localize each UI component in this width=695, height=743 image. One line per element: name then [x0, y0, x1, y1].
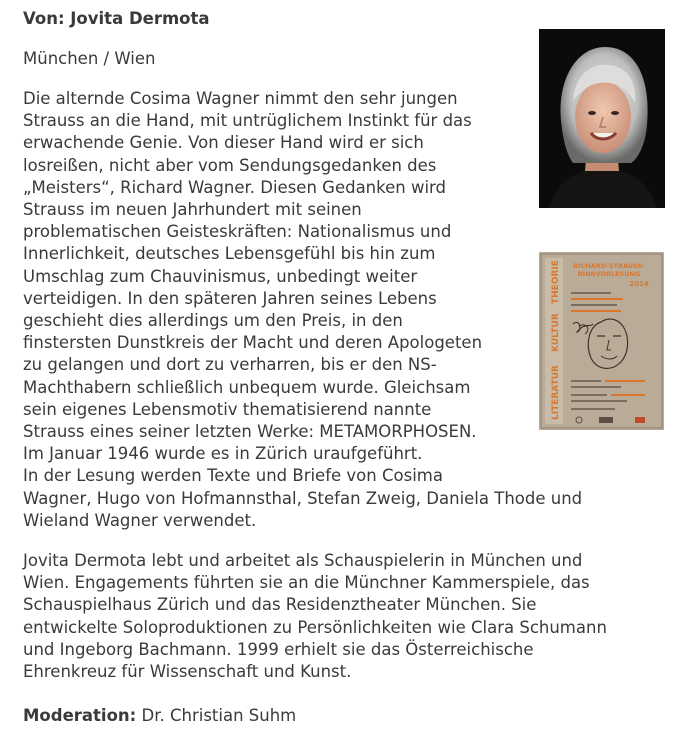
- text-line: sein eigenes Lebensmotiv thematisierend nannte: [23, 399, 432, 419]
- poster-year: 2014: [629, 280, 649, 288]
- poster-side-text-bottom: LITERATUR: [551, 365, 561, 420]
- text-line: In der Lesung werden Texte und Briefe von Cosima: [23, 466, 443, 486]
- text-line: Wieland Wagner verwendet.: [23, 510, 257, 530]
- text-line: Ehrenkreuz für Wissenschaft und Kunst.: [23, 662, 352, 682]
- moderation-label: Moderation:: [23, 706, 137, 725]
- city-label: München / Wien: [23, 49, 156, 68]
- biography-paragraph: [23, 550, 683, 683]
- text-line: Jovita Dermota lebt und arbeitet als Schauspielerin in München und: [23, 551, 583, 570]
- text-line: und Ingeborg Bachmann. 1999 erhielt sie das Österreichische: [23, 639, 534, 659]
- text-line: geschieht dies allerdings um den Preis, in den: [23, 311, 403, 331]
- text-line: losreißen, nicht aber vom Sendungsgedanken des: [23, 155, 437, 175]
- text-line: zu gelangen und dort zu verharren, bis er den NS-: [23, 355, 437, 375]
- text-line: Schauspielhaus Zürich und das Residenztheater München. Sie: [23, 595, 537, 615]
- author-portrait-image: [539, 29, 665, 208]
- moderator-name: Dr. Christian Suhm: [141, 706, 297, 725]
- poster-side-text-mid: KULTUR: [551, 313, 561, 352]
- text-line: Strauss im neuen Jahrhundert mit seinen: [23, 200, 362, 220]
- text-line: Strauss eines seiner letzten Werke: METAMORPHOSEN.: [23, 422, 477, 442]
- poster-illustration: [539, 252, 664, 430]
- poster-title-line1: RICHARD-STRAUSS-: [573, 262, 645, 270]
- text-line: Im Januar 1946 wurde es in Zürich uraufgeführt.: [23, 444, 423, 464]
- portrait-illustration: [539, 29, 665, 208]
- text-line: Wagner, Hugo von Hofmannsthal, Stefan Zweig, Daniela Thode und: [23, 488, 583, 508]
- text-line: Umschlag zum Chauvinismus, unbedingt weiter: [23, 266, 418, 286]
- text-line: Wien. Engagements führten sie an die Münchner Kammerspiele, das: [23, 573, 590, 593]
- text-line: Strauss an die Hand, mit untrüglichem Instinkt für das: [23, 111, 472, 131]
- text-line: Machthabern schließlich unbequem wurde. Gleichsam: [23, 377, 471, 397]
- text-line: Die alternde Cosima Wagner nimmt den sehr jungen: [23, 89, 458, 108]
- text-line: verteidigen. In den späteren Jahren seines Lebens: [23, 288, 437, 308]
- poster-title-line2: BINRVORLESUNG: [577, 270, 641, 278]
- author-heading: Von: Jovita Dermota: [23, 9, 210, 28]
- text-line: finstersten Dunstkreis der Macht und deren Apologeten: [23, 333, 483, 353]
- text-line: entwickelte Soloproduktionen zu Persönlichkeiten wie Clara Schumann: [23, 617, 607, 637]
- moderation-line: [23, 705, 296, 727]
- event-poster-image: [539, 252, 664, 430]
- text-line: erwachende Genie. Von dieser Hand wird er sich: [23, 133, 424, 153]
- poster-side-text-top: THEORIE: [551, 260, 561, 304]
- text-line: „Meisters“, Richard Wagner. Diesen Gedanken wird: [23, 177, 447, 197]
- text-line: problematischen Geisteskräften: Nationalismus und: [23, 222, 452, 242]
- text-line: Innerlichkeit, deutsches Lebensgefühl bis hin zum: [23, 244, 436, 264]
